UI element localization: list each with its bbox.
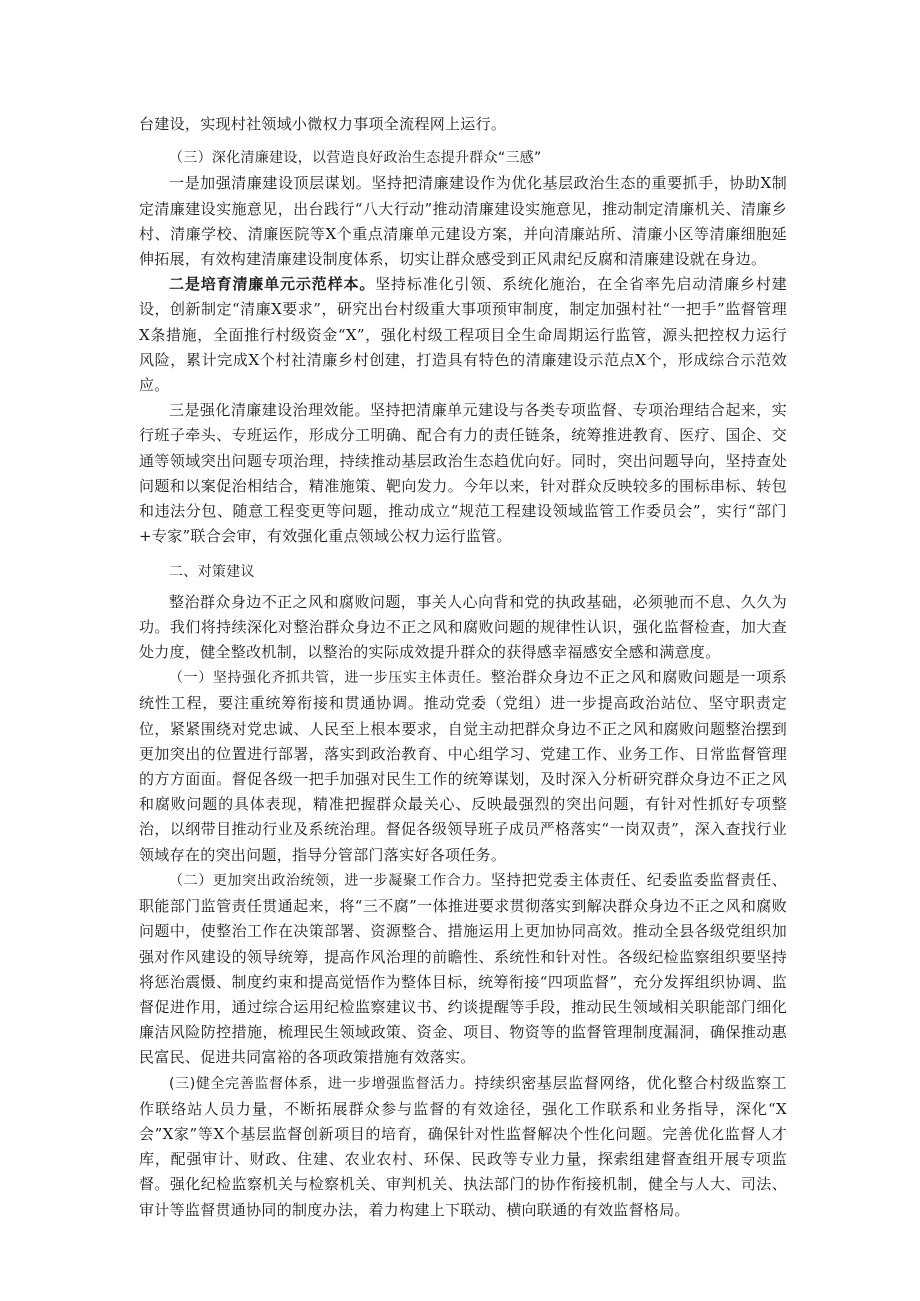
paragraph-1: [139, 171, 787, 272]
paragraph-7-body: 持续织密基层监督网络，优化整合村级监察工作联络站人员力量，不断拓展群众参与监督的有效途径，强化工作联系和业务指导，深化“X会”X家”等X个基层监督创新项目的培育，确保针对性监督解决个性化问题。完善优化监督人才库，配强审计、财政、住建、农业农村、环保、民政等专业力量，探索组建督查组开展专项监督。强化纪检监察机关与检察机关、审判机关、执法部门的协作衔接机制，健全与人大、司法、审计等监督贯通协同的制度办法，着力构建上下联动、横向联通的有效监督格局。: [139, 1073, 787, 1219]
paragraph-1-body: 坚持把清廉建设作为优化基层政治生态的重要抓手，协助X制定清廉建设实施意见，出台践行“八大行动”推动清廉建设实施意见，推动制定清廉机关、清廉乡村、清廉学校、清廉医院等X个重点清廉单元建设方案，并向清廉站所、清廉小区等清廉细胞延伸拓展，有效构建清廉建设制度体系，切实让群众感受到正风肃纪反腐和清廉建设就在身边。: [139, 174, 787, 269]
paragraph-continuation: 台建设，实现村社领域小微权力事项全流程网上运行。: [139, 115, 507, 133]
paragraph-6: [139, 868, 787, 1071]
paragraph-6-lead: （二）更加突出政治统领，进一步凝聚工作合力。: [169, 872, 491, 889]
paragraph-1-lead: 一是加强清廉建设顶层谋划。: [169, 174, 372, 193]
paragraph-7-lead: (三)健全完善监督体系，进一步增强监督活力。: [169, 1075, 475, 1092]
paragraph-5: [139, 665, 787, 868]
paragraph-3-body: 坚持把清廉单元建设与各类专项监督、专项治理结合起来，实行班子牵头、专班运作，形成分工明确、配合有力的责任链条，统筹推进教育、医疗、国企、交通等领域突出问题专项治理，持续推动基层政治生态趋优向好。同时，突出问题导向，坚持查处问题和以案促治相结合，精准施策、靶向发力。今年以来，针对群众反映较多的围标串标、转包和违法分包、随意工程变更等问题，推动成立“规范工程建设领域监管工作委员会”，实行“部门+专家”联合会审，有效强化重点领域公权力运行监管。: [139, 401, 787, 546]
document-body: [139, 112, 787, 1223]
paragraph-3-lead: 三是强化清廉建设治理效能。: [169, 401, 370, 420]
section-heading-3: [139, 145, 787, 171]
paragraph-5-lead: （一）坚持强化齐抓共管，进一步压实主体责任。: [169, 670, 491, 687]
paragraph-6-body: 坚持把党委主体责任、纪委监委监督责任、职能部门监管责任贯通起来，将“三不腐”一体推进要求贯彻落实到解决群众身边不正之风和腐败问题中，使整治工作在决策部署、资源整合、措施运用上更加协同高效。推动全县各级党组织加强对作风建设的领导统筹，提高作风治理的前瞻性、系统性和针对性。各级纪检监察组织要坚持将惩治震慑、制度约束和提高觉悟作为整体目标，统筹衔接“四项监督”，充分发挥组织协调、监督促进作用，通过综合运用纪检监察建议书、约谈提醒等手段，推动民生领域相关职能部门细化廉洁风险防控措施，梳理民生领域政策、资金、项目、物资等的监督管理制度漏洞，确保推动惠民富民、促进共同富裕的各项政策措施有效落实。: [139, 870, 787, 1067]
paragraph-7: [139, 1071, 787, 1223]
paragraph-2-lead: 二是培育清廉单元示范样本。: [169, 275, 376, 294]
section-heading-2-text: 二、对策建议: [169, 564, 255, 581]
section-heading-3-text: （三）深化清廉建设，以营造良好政治生态提升群众“三感”: [169, 150, 542, 167]
paragraph-2-body: 坚持标准化引领、系统化施治，在全省率先启动清廉乡村建设，创新制定“清廉X要求”，研究出台村级重大事项预审制度，制定加强村社“一把手”监督管理X条措施，全面推行村级资金“X”，强化村级工程项目全生命周期运行监管，源头把控权力运行风险，累计完成X个村社清廉乡村创建，打造具有特色的清廉建设示范点X个，形成综合示范效应。: [139, 275, 787, 395]
paragraph-4: 整治群众身边不正之风和腐败问题，事关人心向背和党的执政基础，必须驰而不息、久久为功。我们将持续深化对整治群众身边不正之风和腐败问题的规律性认识，强化监督检查，加大查处力度，健全整改机制，以整治的实际成效提升群众的获得感幸福感安全感和满意度。: [139, 592, 787, 662]
section-heading-2: [139, 559, 787, 585]
paragraph-3: [139, 398, 787, 549]
paragraph-2: [139, 272, 787, 398]
paragraph-5-body: 整治群众身边不正之风和腐败问题是一项系统性工程，要注重统筹衔接和贯通协调。推动党委（党组）进一步提高政治站位、坚守职责定位，紧紧围绕对党忠诚、人民至上根本要求，自觉主动把群众身边不正之风和腐败问题整治摆到更加突出的位置进行部署，落实到政治教育、中心组学习、党建工作、业务工作、日常监督管理的方方面面。督促各级一把手加强对民生工作的统筹谋划，及时深入分析研究群众身边不正之风和腐败问题的具体表现，精准把握群众最关心、反映最强烈的突出问题，有针对性抓好专项整治，以纲带目推动行业及系统治理。督促各级领导班子成员严格落实“一岗双责”，深入查找行业领域存在的突出问题，指导分管部门落实好各项任务。: [139, 668, 787, 864]
